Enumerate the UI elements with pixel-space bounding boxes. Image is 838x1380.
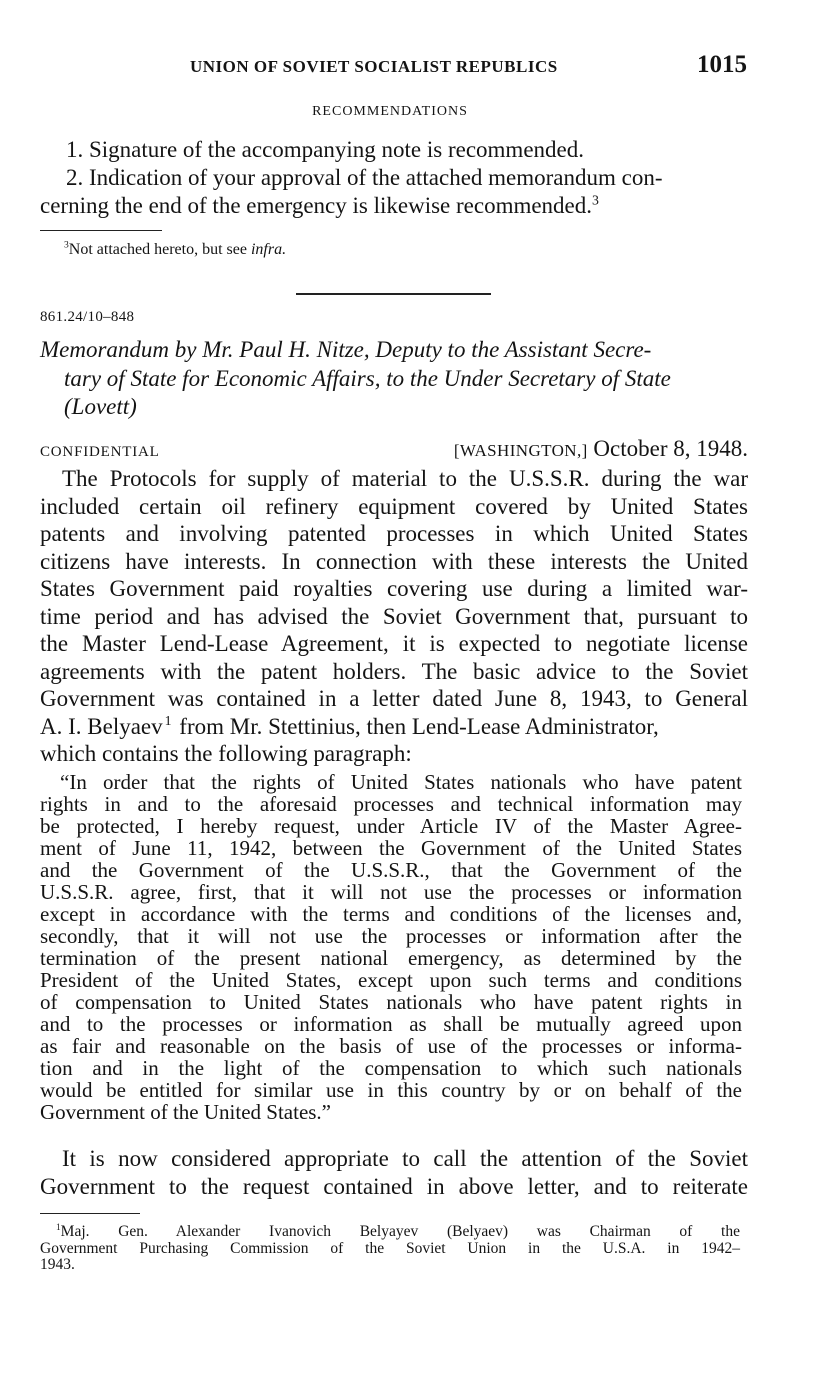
footnote-1 [40, 1224, 740, 1274]
classification-date-line [40, 436, 748, 466]
body-line: It is now considered appropriate to call the attention of the Soviet [62, 1146, 748, 1171]
body-line: time period and has advised the Soviet Government that, pursuant to [40, 603, 748, 629]
footnote-ref-3: 3 [592, 192, 599, 208]
quote-line: tion and in the light of the compensation to which such nationals [40, 1056, 742, 1080]
footnote-3-marker: 3 [64, 239, 69, 251]
recommendation-item-1-text: 1. Signature of the accompanying note is recommended. [66, 137, 584, 162]
body-line: Government to the request contained in above letter, and to reiterate [40, 1173, 748, 1199]
quote-line: be protected, I hereby request, under Article IV of the Master Agree- [40, 814, 742, 838]
quote-line: secondly, that it will not use the processes or information after the [40, 924, 742, 948]
body-line: agreements with the patent holders. The basic advice to the Soviet [40, 658, 748, 684]
quote-line: except in accordance with the terms and conditions of the licenses and, [40, 902, 742, 926]
quote-line: President of the United States, except upon such terms and conditions [40, 968, 742, 992]
footnote-1-line [40, 1224, 740, 1241]
quote-line: as fair and reasonable on the basis of use of the processes or informa- [40, 1034, 742, 1058]
memo-title-line-3: (Lovett) [64, 394, 137, 419]
page-number: 1015 [697, 51, 747, 78]
footnote-rule-top [40, 230, 162, 231]
body-line-with-note [40, 713, 748, 741]
body-line: Government was contained in a letter dated June 8, 1943, to General [40, 686, 748, 711]
footnote-1-text: Maj. Gen. Alexander Ivanovich Belyayev (Belyaev) was Chairman of the [60, 1223, 740, 1240]
recommendation-item-2-text-a: 2. Indication of your approval of the attached memorandum con- [66, 165, 663, 190]
classification-label: CONFIDENTIAL [40, 444, 160, 460]
quote-line: of compensation to United States nationals who have patent rights in [40, 990, 742, 1014]
body-line: which contains the following paragraph: [40, 741, 412, 766]
recommendation-item-1 [40, 135, 748, 164]
footnote-3-text: Not attached hereto, but see [68, 241, 251, 258]
recommendation-item-2-line-2 [40, 191, 748, 220]
quote-line: termination of the present national emergency, as determined by the [40, 946, 742, 970]
running-head [0, 51, 838, 84]
file-number: 861.24/10–848 [40, 309, 135, 325]
memo-title-line-2: tary of State for Economic Affairs, to the Under Secretary of State [64, 365, 671, 391]
body-line: the Master Lend-Lease Agreement, it is expected to negotiate license [40, 631, 748, 656]
quote-line: would be entitled for similar use in this country by or on behalf of the [40, 1078, 742, 1102]
footnote-1-marker: 1 [56, 1222, 61, 1233]
body-paragraph-2 [40, 1145, 748, 1200]
quote-line: and the Government of the U.S.S.R., that the Government of the [40, 858, 742, 882]
body-line: citizens have interests. In connection with these interests the United [40, 548, 748, 574]
quote-line: ment of June 11, 1942, between the Government of the United States [40, 836, 742, 860]
recommendations-heading [0, 104, 780, 120]
memo-title [40, 336, 748, 422]
body-line-part: A. I. Belyaev [40, 713, 163, 739]
place-date [454, 436, 748, 462]
quoted-passage [40, 771, 742, 1123]
recommendation-item-2-text-b: cerning the end of the emergency is likewise recommended. [40, 193, 593, 218]
footnote-rule-bottom [40, 1213, 140, 1214]
footnote-1-line: Government Purchasing Commission of the Soviet Union in the U.S.A. in 1942– [40, 1239, 740, 1257]
memo-title-line-1: Memorandum by Mr. Paul H. Nitze, Deputy to the Assistant Secre- [40, 337, 652, 362]
quote-line: U.S.S.R. agree, first, that it will not use the processes or information [40, 880, 742, 904]
quote-line: and to the processes or information as shall be mutually agreed upon [40, 1012, 742, 1036]
section-divider [296, 293, 491, 295]
quote-line: “In order that the rights of United States nationals who have patent [60, 770, 742, 794]
recommendation-item-2-line-1 [40, 163, 748, 192]
footnote-1-line: 1943. [40, 1256, 75, 1273]
body-line-part: from Mr. Stettinius, then Lend-Lease Administrator, [173, 713, 659, 739]
body-line: included certain oil refinery equipment covered by United States [40, 493, 748, 519]
place: [WASHINGTON,] [453, 441, 588, 460]
body-line: patents and involving patented processes in which United States [40, 521, 748, 546]
quote-line: rights in and to the aforesaid processes and technical information may [40, 792, 742, 816]
body-line: States Government paid royalties covering use during a limited war- [40, 576, 748, 601]
quote-line: Government of the United States.” [40, 1100, 332, 1124]
footnote-ref-1: 1 [164, 712, 172, 728]
running-head-title: UNION OF SOVIET SOCIALIST REPUBLICS [190, 57, 558, 76]
footnote-3-emphasis: infra. [250, 241, 287, 258]
date: October 8, 1948. [593, 436, 748, 461]
footnote-3 [64, 240, 286, 260]
body-paragraph-1 [40, 465, 748, 768]
recommendations-heading-text: RECOMMENDATIONS [312, 104, 468, 119]
body-line: The Protocols for supply of material to the U.S.S.R. during the war [62, 466, 748, 491]
